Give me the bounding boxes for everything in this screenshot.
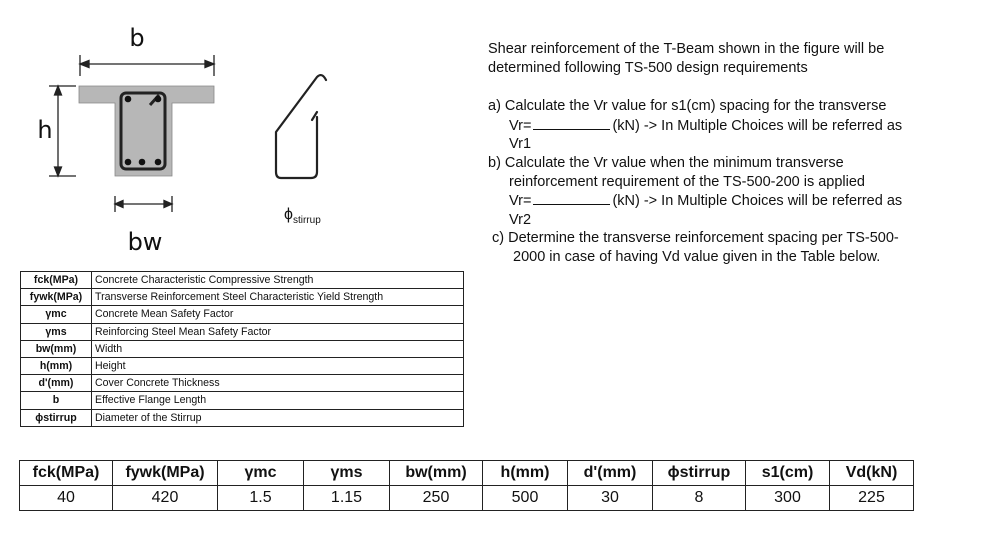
- question-a-vr: [488, 116, 958, 136]
- column-header: Vd(kN): [830, 461, 914, 486]
- definition-symbol: γmc: [21, 306, 92, 323]
- table-row: [21, 357, 464, 374]
- table-row: [20, 486, 914, 511]
- column-header: bw(mm): [390, 461, 483, 486]
- column-header: h(mm): [483, 461, 568, 486]
- table-cell: 1.5: [218, 486, 304, 511]
- definition-description: Transverse Reinforcement Steel Characteristic Yield Strength: [92, 289, 464, 306]
- table-row: [21, 340, 464, 357]
- column-header: fck(MPa): [20, 461, 113, 486]
- definition-description: Height: [92, 357, 464, 374]
- definition-description: Effective Flange Length: [92, 392, 464, 409]
- table-cell: 250: [390, 486, 483, 511]
- table-row: [21, 409, 464, 426]
- definition-symbol: b: [21, 392, 92, 409]
- question-a-line1: a) Calculate the Vr value for s1(cm) spacing for the transverse: [488, 98, 887, 115]
- column-header: γmc: [218, 461, 304, 486]
- problem-intro: Shear reinforcement of the T-Beam shown in the figure will be determined following TS-500 design requirements: [488, 41, 885, 76]
- dimension-b: [80, 55, 214, 76]
- definition-symbol: fck(MPa): [21, 272, 92, 289]
- label-bw: bw: [127, 228, 163, 256]
- table-row: [21, 392, 464, 409]
- table-cell: 40: [20, 486, 113, 511]
- table-cell: 300: [746, 486, 830, 511]
- table-row: [21, 306, 464, 323]
- question-a-vr-suffix: (kN) -> In Multiple Choices will be referred as: [612, 117, 903, 134]
- problem-statement: [488, 40, 958, 267]
- definition-description: Concrete Mean Safety Factor: [92, 306, 464, 323]
- dimension-bw: [115, 196, 172, 212]
- table-header-row: [20, 461, 914, 486]
- answer-blank-vr1: [533, 116, 610, 130]
- definition-description: Diameter of the Stirrup: [92, 409, 464, 426]
- table-row: [21, 272, 464, 289]
- question-a: [488, 97, 958, 154]
- label-h: h: [37, 116, 53, 144]
- answer-blank-vr2: [533, 191, 610, 205]
- column-header: γms: [304, 461, 390, 486]
- question-b-line2: reinforcement requirement of the TS-500-200 is applied: [509, 173, 865, 190]
- stirrup-subscript: stirrup: [292, 215, 321, 226]
- definition-symbol: h(mm): [21, 357, 92, 374]
- definition-description: Cover Concrete Thickness: [92, 375, 464, 392]
- definition-description: Width: [92, 340, 464, 357]
- definition-description: Reinforcing Steel Mean Safety Factor: [92, 323, 464, 340]
- table-row: [21, 289, 464, 306]
- table-cell: 8: [653, 486, 746, 511]
- column-header: fywk(MPa): [113, 461, 218, 486]
- question-c-line1: c) Determine the transverse reinforcement spacing per TS-500-: [492, 230, 899, 247]
- definition-symbol: d'(mm): [21, 375, 92, 392]
- stirrup-detail-shape: [276, 75, 326, 178]
- question-b-line1: b) Calculate the Vr value when the minimum transverse: [488, 154, 844, 171]
- definition-symbol: ϕstirrup: [21, 409, 92, 426]
- dimension-h: [49, 86, 76, 176]
- definition-symbol: fywk(MPa): [21, 289, 92, 306]
- table-cell: 225: [830, 486, 914, 511]
- table-row: [21, 323, 464, 340]
- question-b-ref: Vr2: [509, 211, 532, 228]
- table-cell: 30: [568, 486, 653, 511]
- question-a-vr-prefix: Vr=: [509, 117, 532, 134]
- question-b-vr-suffix: (kN) -> In Multiple Choices will be referred as: [612, 193, 903, 210]
- question-a-ref: Vr1: [509, 136, 532, 153]
- table-cell: 420: [113, 486, 218, 511]
- stirrup-label: [284, 206, 321, 226]
- t-beam-section: [79, 86, 214, 176]
- table-row: [21, 375, 464, 392]
- column-header: ϕstirrup: [653, 461, 746, 486]
- table-cell: 1.15: [304, 486, 390, 511]
- definitions-table: [20, 271, 464, 427]
- column-header: s1(cm): [746, 461, 830, 486]
- label-b: b: [129, 24, 145, 52]
- phi-symbol: ϕ: [284, 206, 293, 223]
- table-cell: 500: [483, 486, 568, 511]
- column-header: d'(mm): [568, 461, 653, 486]
- input-data-table: [19, 460, 914, 511]
- question-b-vr-prefix: Vr=: [509, 193, 532, 210]
- question-b: [488, 154, 958, 229]
- t-beam-figure: [0, 0, 480, 262]
- definition-symbol: bw(mm): [21, 340, 92, 357]
- question-b-vr: [488, 191, 958, 211]
- question-c: [492, 229, 958, 266]
- definition-description: Concrete Characteristic Compressive Strength: [92, 272, 464, 289]
- question-c-line2: 2000 in case of having Vd value given in the Table below.: [513, 248, 881, 265]
- definition-symbol: γms: [21, 323, 92, 340]
